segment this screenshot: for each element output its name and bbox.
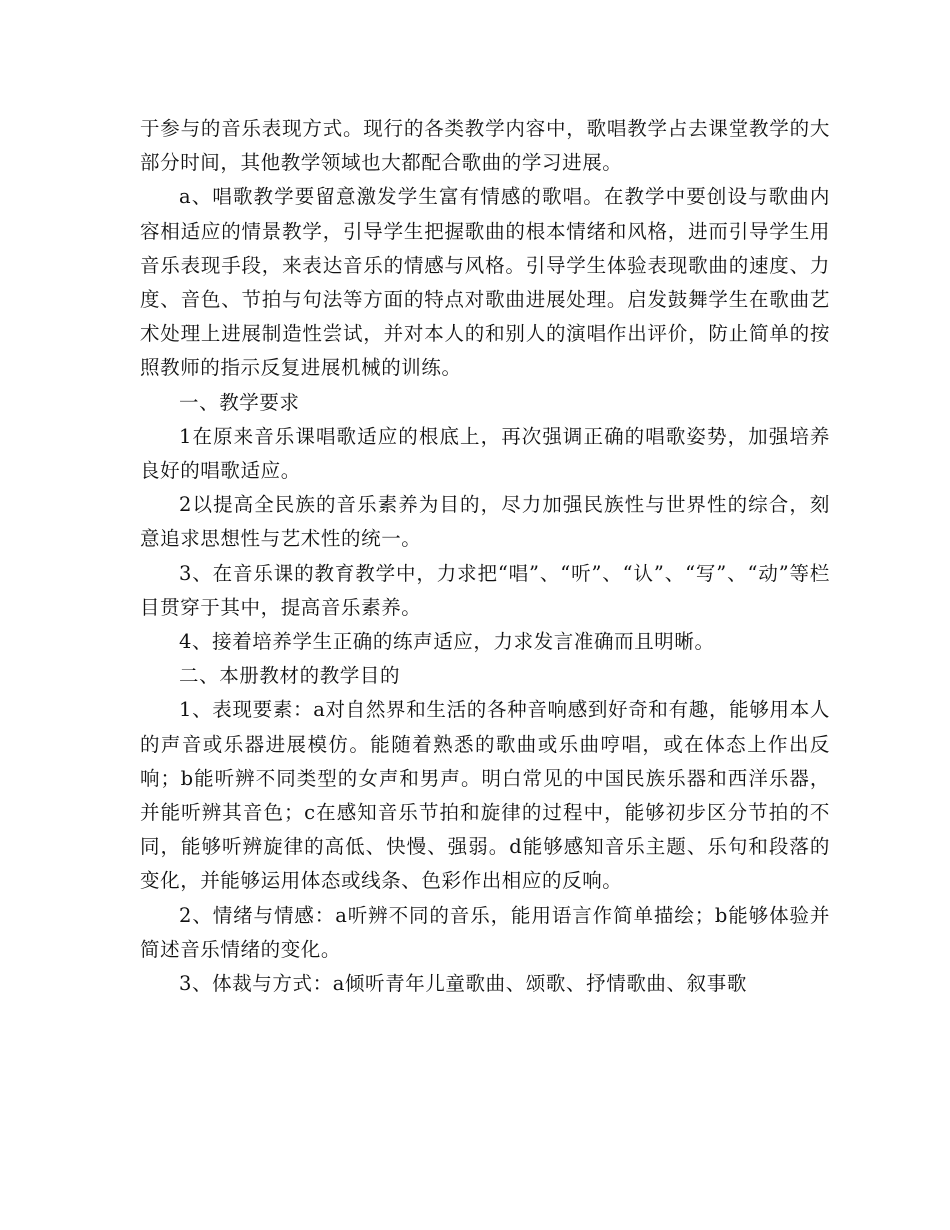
section-heading: 二、本册教材的教学目的 [179,664,401,688]
paragraph: 于参与的音乐表现方式。现行的各类教学内容中，歌唱教学占去课堂教学的大部分时间，其他教学领域也大都配合歌曲的学习进展。 [140,117,830,175]
section-heading: 一、教学要求 [179,390,300,414]
paragraph: 1、表现要素：a对自然界和生活的各种音响感到好奇和有趣，能够用本人的声音或乐器进展模仿。能随着熟悉的歌曲或乐曲哼唱，或在体态上作出反响；b能听辨不同类型的女声和男声。明白常见的中国民族乐器和西洋乐器，并能听辨其音色；c在感知音乐节拍和旋律的过程中，能够初步区分节拍的不同，能够听辨旋律的高低、快慢、强弱。d能够感知音乐主题、乐句和段落的变化，并能够运用体态或线条、色彩作出相应的反响。 [140,698,830,893]
paragraph: 3、体裁与方式：a倾听青年儿童歌曲、颂歌、抒情歌曲、叙事歌 [179,972,747,996]
paragraph: a、唱歌教学要留意激发学生富有情感的歌唱。在教学中要创设与歌曲内容相适应的情景教学，引导学生把握歌曲的根本情绪和风格，进而引导学生用音乐表现手段，来表达音乐的情感与风格。引导学生体验表现歌曲的速度、力度、音色、节拍与句法等方面的特点对歌曲进展处理。启发鼓舞学生在歌曲艺术处理上进展制造性尝试，并对本人的和别人的演唱作出评价，防止简单的按照教师的指示反复进展机械的训练。 [140,185,830,380]
paragraph: 1在原来音乐课唱歌适应的根底上，再次强调正确的唱歌姿势，加强培养良好的唱歌适应。 [140,424,830,483]
paragraph: 4、接着培养学生正确的练声适应，力求发言准确而且明晰。 [179,630,715,654]
paragraph: 2以提高全民族的音乐素养为目的，尽力加强民族性与世界性的综合，刻意追求思想性与艺术性的统一。 [140,493,830,551]
document-page [140,112,830,1001]
paragraph: 3、在音乐课的教育教学中，力求把“唱”、“听”、“认”、“写”、“动”等栏目贯穿于其中，提高音乐素养。 [140,561,830,619]
paragraph: 2、情绪与情感：a听辨不同的音乐，能用语言作简单描绘；b能够体验并简述音乐情绪的变化。 [140,903,830,961]
